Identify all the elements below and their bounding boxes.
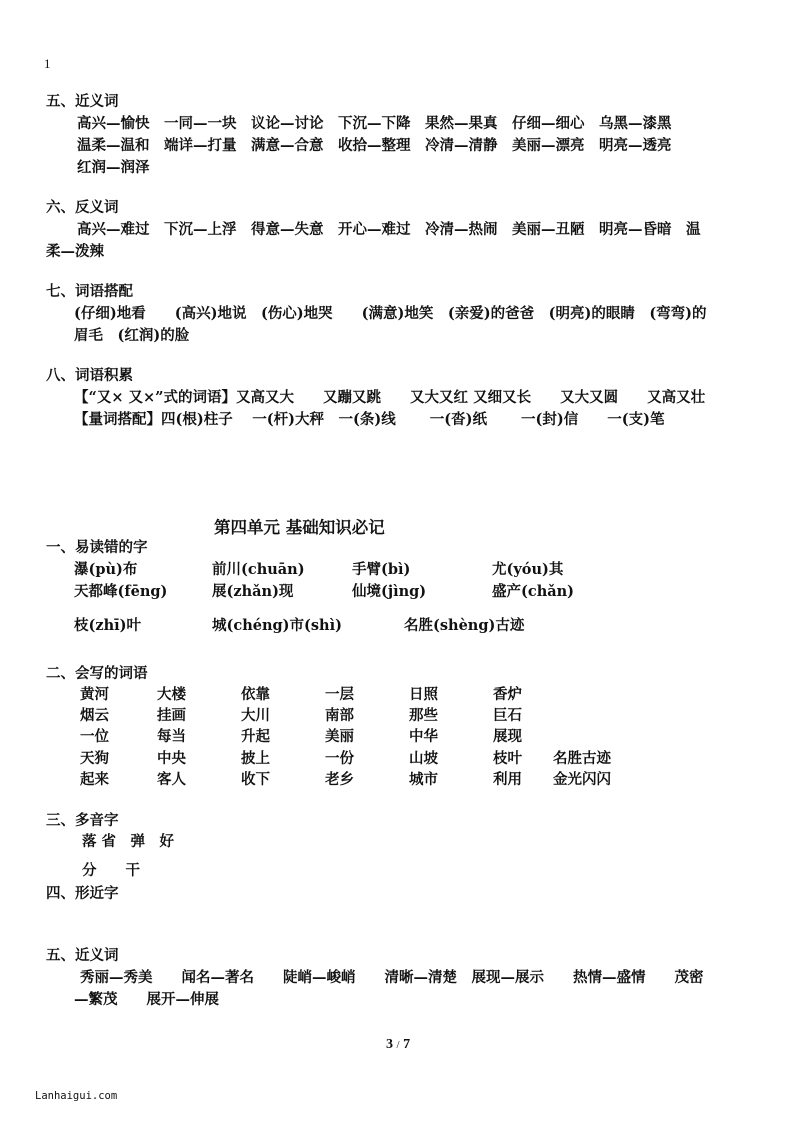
word-cell: 那些 (409, 707, 438, 724)
u4-synonyms-line-1: 秀丽—秀美 闻名—著名 陡峭—峻峭 清晰—清楚 展现—展示 热情—盛情 茂密 (80, 969, 704, 986)
word-cell: 南部 (325, 707, 354, 724)
word-cell: 利用 (493, 771, 522, 788)
misread-item: 展(zhǎn)现 (212, 583, 294, 600)
misread-item: 天都峰(fēng) (74, 583, 168, 600)
misread-item: 枝(zhī)叶 (74, 617, 142, 634)
word-cell: 收下 (241, 771, 270, 788)
word-cell: 起来 (80, 771, 109, 788)
misread-item: 前川(chuān) (212, 561, 305, 578)
word-cell: 一份 (325, 750, 354, 767)
word-cell: 山坡 (409, 750, 438, 767)
misread-item: 仙境(jìng) (352, 583, 427, 600)
word-cell: 依靠 (241, 686, 270, 703)
unit4-title: 第四单元 基础知识必记 (214, 518, 385, 537)
accumulation-heading: 八、词语积累 (46, 367, 133, 384)
word-cell: 黄河 (80, 686, 109, 703)
collocation-line-1: (仔细)地看 (高兴)地说 (伤心)地哭 (满意)地笑 (亲爱)的爸爸 (明亮)的眼睛 (弯弯)的 (74, 305, 707, 322)
word-cell: 城市 (409, 771, 438, 788)
misread-heading: 一、易读错的字 (46, 539, 148, 556)
page-separator: / (396, 1039, 400, 1051)
site-watermark: Lanhaigui.com (35, 1090, 118, 1102)
collocation-line-2: 眉毛 (红润)的脸 (74, 327, 190, 344)
word-cell: 一位 (80, 728, 109, 745)
polyphone-heading: 三、多音字 (46, 812, 119, 829)
word-cell: 展现 (493, 728, 522, 745)
word-cell: 巨石 (493, 707, 522, 724)
misread-item: 城(chéng)市(shì) (212, 617, 342, 634)
word-cell: 每当 (157, 728, 186, 745)
misread-item: 手臂(bì) (352, 561, 411, 578)
page-indicator (386, 1037, 410, 1053)
word-cell: 日照 (409, 686, 438, 703)
polyphone-line-1: 落 省 弹 好 (82, 833, 175, 850)
current-page: 3 (386, 1037, 393, 1052)
word-cell: 客人 (157, 771, 186, 788)
polyphone-line-2: 分 干 (82, 862, 140, 879)
similar-chars-heading: 四、形近字 (46, 885, 119, 902)
writing-words-heading: 二、会写的词语 (46, 665, 148, 682)
word-cell: 老乡 (325, 771, 354, 788)
top-page-number: 1 (44, 56, 51, 71)
word-cell: 中华 (409, 728, 438, 745)
misread-item: 盛产(chǎn) (492, 583, 575, 600)
misread-item: 瀑(pù)布 (74, 561, 138, 578)
antonyms-line-1: 高兴—难过 下沉—上浮 得意—失意 开心—难过 冷清—热闹 美丽—丑陋 明亮—昏暗 温 (77, 221, 701, 238)
word-cell: 烟云 (80, 707, 109, 724)
synonyms-line-2: 温柔—温和 端详—打量 满意—合意 收拾—整理 冷清—清静 美丽—漂亮 明亮—透亮 (77, 137, 672, 154)
synonyms-line-3: 红润—润泽 (77, 159, 150, 176)
accumulation-line-2: 【量词搭配】四(根)柱子 一(杆)大秤 一(条)线 一(沓)纸 一(封)信 一(支)笔 (74, 411, 665, 428)
accumulation-line-1: 【“又× 又×”式的词语】又高又大 又蹦又跳 又大又红 又细又长 又大又圆 又高又壮 (74, 389, 706, 406)
total-pages: 7 (403, 1037, 411, 1052)
word-cell: 大川 (241, 707, 270, 724)
antonyms-heading: 六、反义词 (46, 199, 119, 216)
synonyms-heading: 五、近义词 (46, 93, 119, 110)
u4-synonyms-line-2: —繁茂 展开—伸展 (74, 991, 219, 1008)
word-cell: 名胜古迹 (553, 750, 611, 767)
word-cell: 挂画 (157, 707, 186, 724)
word-cell: 天狗 (80, 750, 109, 767)
word-cell: 一层 (325, 686, 354, 703)
word-cell: 大楼 (157, 686, 186, 703)
u4-synonyms-heading: 五、近义词 (46, 947, 119, 964)
antonyms-line-2: 柔—泼辣 (46, 243, 104, 260)
misread-item: 尤(yóu)其 (492, 561, 564, 578)
word-cell: 升起 (241, 728, 270, 745)
word-cell: 披上 (241, 750, 270, 767)
word-cell: 美丽 (325, 728, 354, 745)
misread-item: 名胜(shèng)古迹 (404, 617, 525, 634)
word-cell: 金光闪闪 (553, 771, 611, 788)
synonyms-line-1: 高兴—愉快 一同—一块 议论—讨论 下沉—下降 果然—果真 仔细—细心 乌黑—漆黑 (77, 115, 672, 132)
word-cell: 香炉 (493, 686, 522, 703)
collocation-heading: 七、词语搭配 (46, 283, 133, 300)
word-cell: 枝叶 (493, 750, 522, 767)
word-cell: 中央 (157, 750, 186, 767)
